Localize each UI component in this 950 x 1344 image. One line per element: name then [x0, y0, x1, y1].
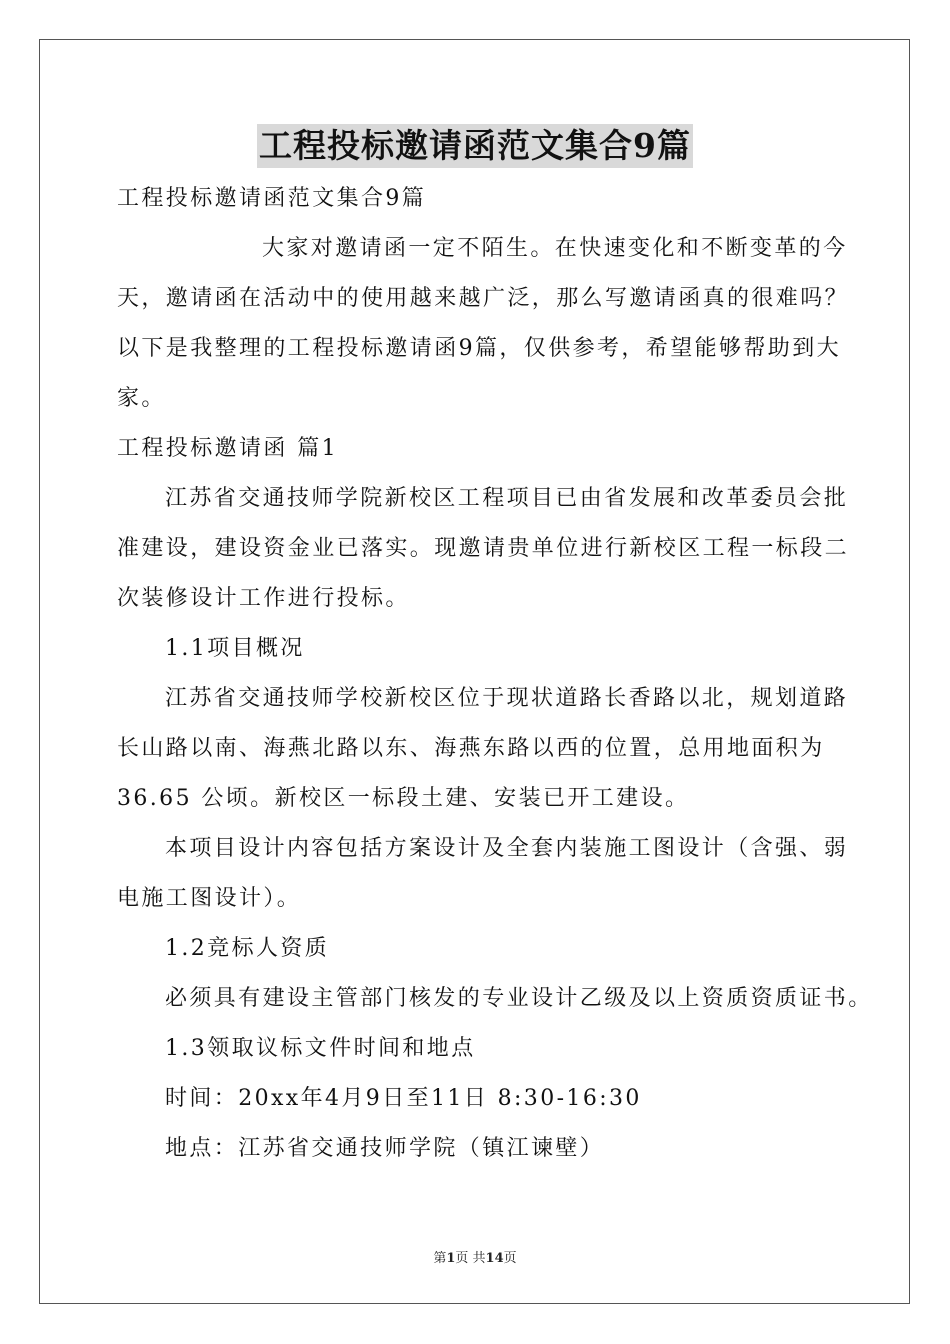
- paragraph-line: 本项目设计内容包括方案设计及全套内装施工图设计（含强、弱: [165, 836, 849, 861]
- paragraph-line: 时间：20xx年4月9日至11日 8:30-16:30: [165, 1086, 642, 1111]
- section-heading: 工程投标邀请函 篇1: [117, 436, 338, 461]
- document-title: 工程投标邀请函范文集合9篇: [257, 124, 693, 168]
- paragraph-line: 以下是我整理的工程投标邀请函9篇，仅供参考，希望能够帮助到大: [117, 336, 841, 361]
- paragraph-line: 电施工图设计）。: [117, 886, 302, 911]
- footer-prefix: 第: [433, 1251, 447, 1266]
- paragraph-line: 天，邀请函在活动中的使用越来越广泛，那么写邀请函真的很难吗？: [117, 286, 850, 311]
- page-border: [39, 39, 910, 1304]
- paragraph-line: 次装修设计工作进行投标。: [117, 586, 410, 611]
- title-block: [0, 124, 950, 168]
- footer-suffix: 页: [503, 1251, 517, 1266]
- paragraph-line: 家。: [117, 386, 166, 411]
- subsection-heading: 1.2竞标人资质: [165, 936, 330, 961]
- paragraph-line: 江苏省交通技师学院新校区工程项目已由省发展和改革委员会批: [165, 486, 849, 511]
- subsection-heading: 1.1项目概况: [165, 636, 305, 661]
- page-footer: [0, 1247, 950, 1266]
- subsection-heading: 1.3领取议标文件时间和地点: [165, 1036, 476, 1061]
- paragraph-line: 长山路以南、海燕北路以东、海燕东路以西的位置，总用地面积为: [117, 736, 825, 761]
- paragraph-line: 江苏省交通技师学校新校区位于现状道路长香路以北，规划道路: [165, 686, 849, 711]
- paragraph-line: 地点：江苏省交通技师学院（镇江谏壁）: [165, 1136, 605, 1161]
- paragraph-line: 准建设，建设资金业已落实。现邀请贵单位进行新校区工程一标段二: [117, 536, 850, 561]
- footer-mid: 页 共: [455, 1251, 486, 1266]
- paragraph-line: 36.65 公顷。新校区一标段土建、安装已开工建设。: [117, 786, 690, 811]
- footer-total-pages: 14: [485, 1251, 504, 1266]
- paragraph-line: 大家对邀请函一定不陌生。在快速变化和不断变革的今: [262, 236, 848, 261]
- subtitle-line: 工程投标邀请函范文集合9篇: [117, 186, 427, 211]
- paragraph-line: 必须具有建设主管部门核发的专业设计乙级及以上资质资质证书。: [165, 986, 873, 1011]
- footer-page-number: 1: [446, 1251, 456, 1266]
